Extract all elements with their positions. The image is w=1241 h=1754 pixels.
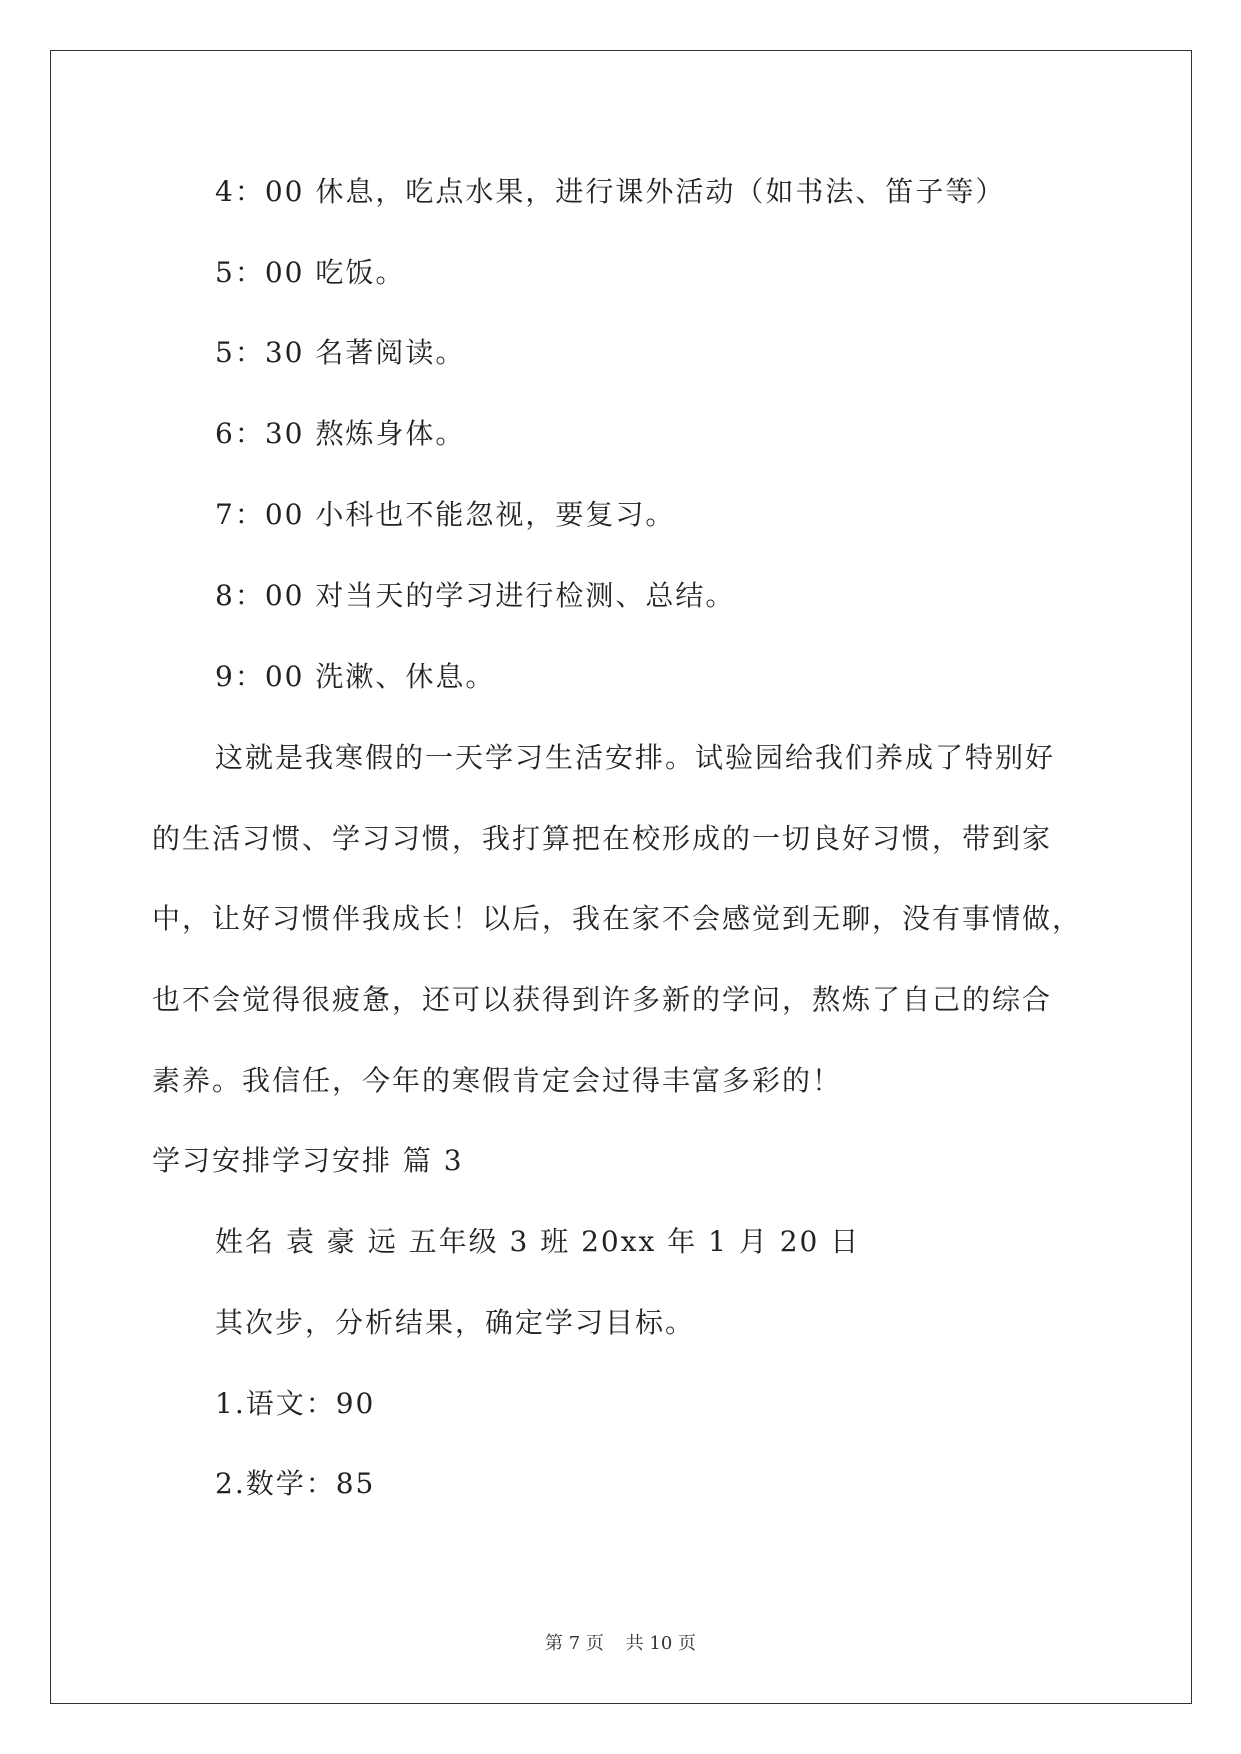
page-number: 第 7 页 bbox=[545, 1633, 604, 1654]
page-total: 共 10 页 bbox=[625, 1633, 696, 1654]
paragraph-line: 也不会觉得很疲惫，还可以获得到许多新的学问，熬炼了自己的综合 bbox=[152, 983, 1053, 1016]
schedule-line: 6：30 熬炼身体。 bbox=[215, 417, 466, 450]
schedule-line: 9：00 洗漱、休息。 bbox=[215, 660, 496, 693]
schedule-line: 4：00 休息，吃点水果，进行课外活动（如书法、笛子等） bbox=[215, 175, 1006, 208]
schedule-line: 5：30 名著阅读。 bbox=[215, 336, 466, 369]
page-border bbox=[50, 50, 1192, 1704]
student-info-line: 姓名 袁 豪 远 五年级 3 班 20xx 年 1 月 20 日 bbox=[215, 1225, 861, 1258]
schedule-line: 8：00 对当天的学习进行检测、总结。 bbox=[215, 579, 736, 612]
paragraph-line: 这就是我寒假的一天学习生活安排。试验园给我们养成了特别好 bbox=[215, 741, 1056, 774]
paragraph-line: 素养。我信任，今年的寒假肯定会过得丰富多彩的！ bbox=[152, 1064, 843, 1097]
schedule-line: 7：00 小科也不能忽视，要复习。 bbox=[215, 498, 676, 531]
page-footer bbox=[0, 1632, 1241, 1656]
target-item: 2.数学：85 bbox=[215, 1467, 376, 1500]
paragraph-line: 的生活习惯、学习习惯，我打算把在校形成的一切良好习惯，带到家 bbox=[152, 822, 1053, 855]
paragraph-line: 中，让好习惯伴我成长！以后，我在家不会感觉到无聊，没有事情做， bbox=[152, 902, 1083, 935]
schedule-line: 5：00 吃饭。 bbox=[215, 256, 406, 289]
target-item: 1.语文：90 bbox=[215, 1387, 376, 1420]
section-line: 其次步，分析结果，确定学习目标。 bbox=[215, 1306, 696, 1339]
section-title: 学习安排学习安排 篇 3 bbox=[152, 1144, 464, 1177]
